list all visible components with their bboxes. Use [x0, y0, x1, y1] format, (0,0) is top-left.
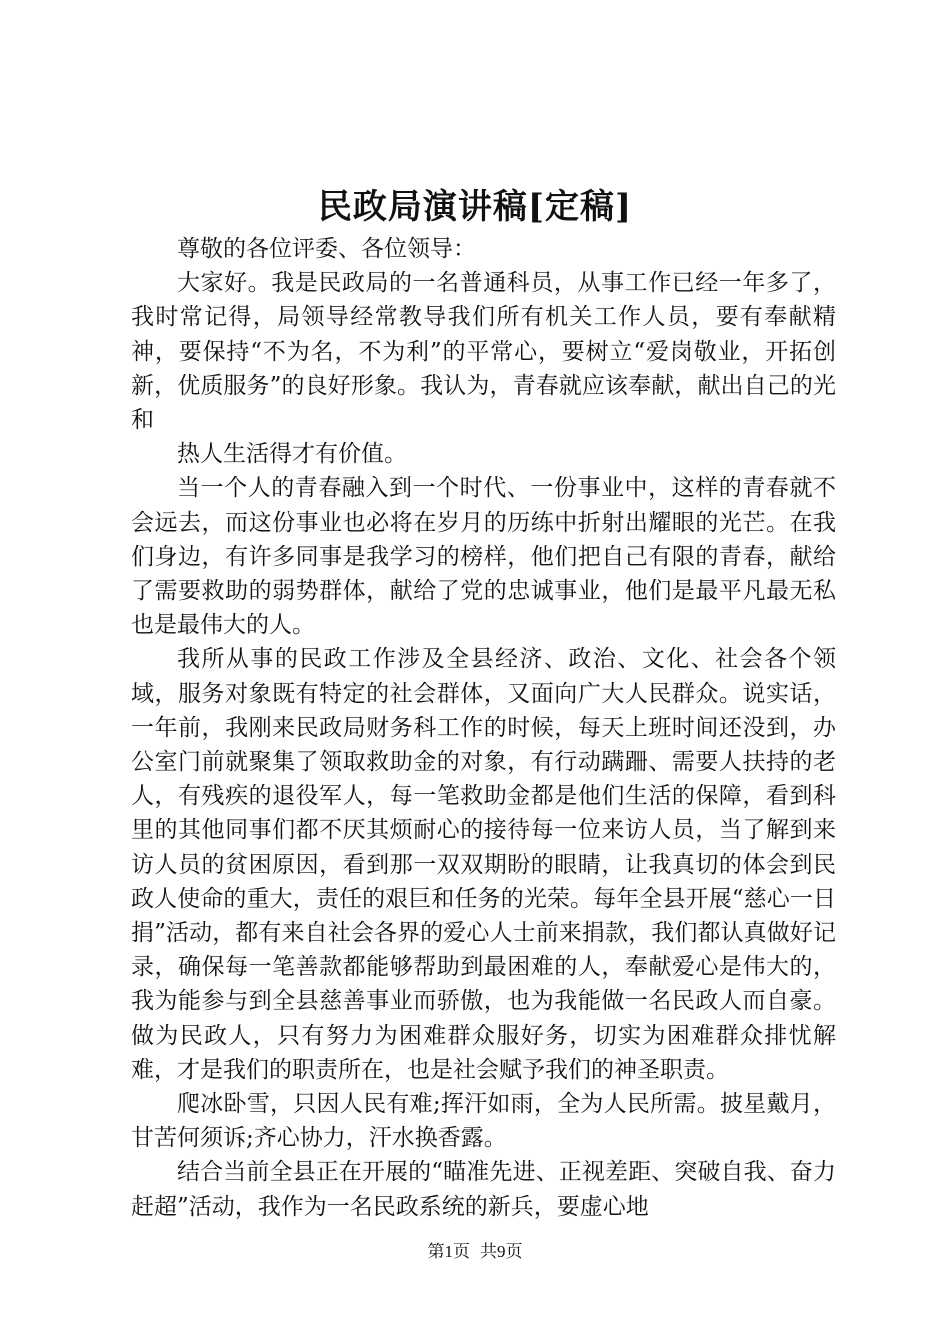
- page-total: 共9页: [480, 1242, 523, 1261]
- body-paragraph: 我所从事的民政工作涉及全县经济、政治、文化、社会各个领域，服务对象既有特定的社会群体，又面向广大人民群众。说实话，一年前，我刚来民政局财务科工作的时候，每天上班时间还没到，办公室门前就聚集了领取救助金的对象，有行动蹒跚、需要人扶持的老人，有残疾的退役军人，每一笔救助金都是他们生活的保障，看到科里的其他同事们都不厌其烦耐心的接待每一位来访人员，当了解到来访人员的贫困原因，看到那一双双期盼的眼睛，让我真切的体会到民政人使命的重大，责任的艰巨和任务的光荣。每年全县开展“慈心一日捐”活动，都有来自社会各界的爱心人士前来捐款，我们都认真做好记录，确保每一笔善款都能够帮助到最困难的人，奉献爱心是伟大的，我为能参与到全县慈善事业而骄傲，也为我能做一名民政人而自豪。做为民政人，只有努力为困难群众服好务，切实为困难群众排忧解难，才是我们的职责所在，也是社会赋予我们的神圣职责。: [131, 646, 836, 1083]
- body-paragraph: 热人生活得才有价值。: [177, 441, 407, 468]
- body-paragraph: 当一个人的青春融入到一个时代、一份事业中，这样的青春就不会远去，而这份事业也必将在岁月的历练中折射出耀眼的光芒。在我们身边，有许多同事是我学习的榜样，他们把自己有限的青春，献给了需要救助的弱势群体，献给了党的忠诚事业，他们是最平凡最无私也是最伟大的人。: [131, 475, 836, 639]
- body-paragraph: 爬冰卧雪，只因人民有难;挥汗如雨，全为人民所需。披星戴月，甘苦何须诉;齐心协力，汗水换香露。: [131, 1091, 836, 1152]
- document-title: 民政局演讲稿[定稿]: [317, 187, 633, 227]
- page-number: 第1页: [427, 1242, 470, 1261]
- document-body: [131, 232, 836, 1224]
- salutation-paragraph: 尊敬的各位评委、各位领导：: [177, 236, 476, 262]
- body-paragraph: 大家好。我是民政局的一名普通科员，从事工作已经一年多了，我时常记得，局领导经常教导我们所有机关工作人员，要有奉献精神，要保持“不为名，不为利”的平常心，要树立“爱岗敬业，开拓创新，优质服务”的良好形象。我认为，青春就应该奉献，献出自己的光和: [131, 270, 836, 434]
- body-paragraph: 结合当前全县正在开展的“瞄准先进、正视差距、突破自我、奋力赶超”活动，我作为一名民政系统的新兵，要虚心地: [131, 1159, 836, 1220]
- page-footer: [0, 1240, 950, 1264]
